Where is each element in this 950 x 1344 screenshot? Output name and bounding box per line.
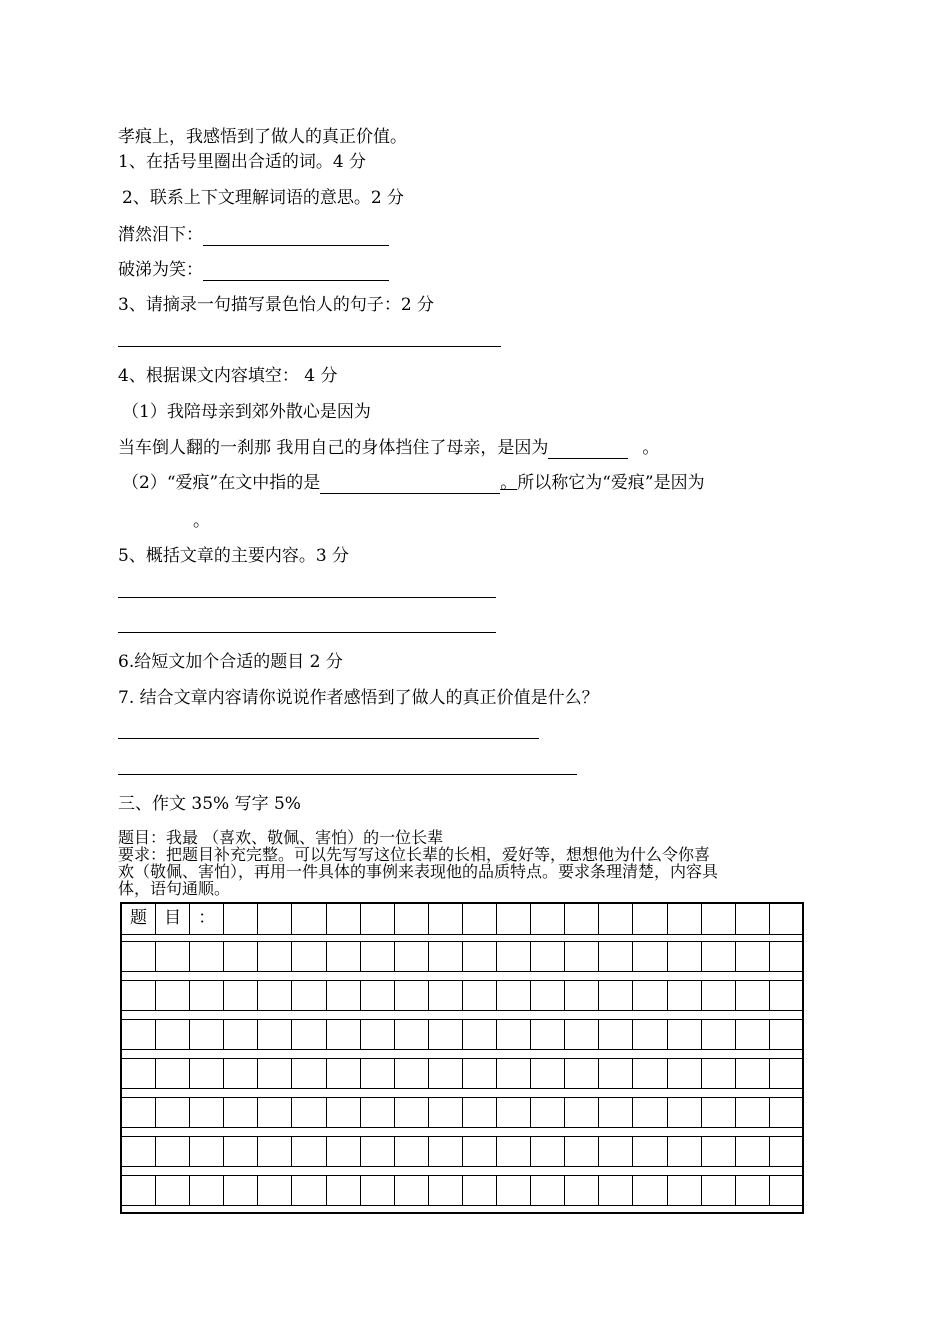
grid-cell[interactable]: [258, 942, 292, 971]
grid-cell[interactable]: [702, 1020, 736, 1049]
grid-cell[interactable]: [258, 1137, 292, 1166]
grid-row[interactable]: [122, 941, 802, 972]
grid-cell[interactable]: [156, 1098, 190, 1127]
grid-cell[interactable]: [258, 1176, 292, 1205]
grid-cell[interactable]: [327, 942, 361, 971]
grid-cell[interactable]: [395, 1137, 429, 1166]
grid-cell[interactable]: [668, 904, 702, 934]
grid-cell[interactable]: [565, 904, 599, 934]
grid-cell[interactable]: [702, 1098, 736, 1127]
grid-cell[interactable]: [736, 904, 770, 934]
q2-term-a: [118, 224, 389, 246]
grid-cell[interactable]: 题: [122, 904, 156, 934]
grid-cell[interactable]: [736, 1020, 770, 1049]
grid-cell[interactable]: [531, 981, 565, 1010]
composition-requirement-2: 欢（敬佩、害怕），再用一件具体的事例来表现他的品质特点。要求条理清楚，内容具: [118, 862, 719, 881]
grid-cell[interactable]: [668, 1059, 702, 1088]
grid-cell[interactable]: [395, 942, 429, 971]
grid-cell[interactable]: [395, 1176, 429, 1205]
grid-cell[interactable]: [190, 1098, 224, 1127]
composition-requirement-1: 要求：把题目补充完整。可以先写写这位长辈的长相，爱好等，想想他为什么令你喜: [118, 845, 711, 864]
grid-cell[interactable]: [497, 1137, 531, 1166]
grid-cell[interactable]: [361, 1098, 395, 1127]
grid-cell[interactable]: [531, 1137, 565, 1166]
grid-cell[interactable]: [395, 1020, 429, 1049]
grid-cell[interactable]: [293, 942, 327, 971]
grid-cell[interactable]: [599, 1059, 633, 1088]
grid-cell[interactable]: [634, 1020, 668, 1049]
grid-cell[interactable]: [395, 904, 429, 934]
grid-cell[interactable]: [531, 1059, 565, 1088]
grid-cell[interactable]: [190, 1059, 224, 1088]
question-2: 2、联系上下文理解词语的意思。2 分: [122, 188, 405, 208]
grid-cell[interactable]: [565, 981, 599, 1010]
grid-cell[interactable]: [634, 942, 668, 971]
grid-cell[interactable]: [770, 1176, 804, 1205]
grid-cell[interactable]: [531, 1098, 565, 1127]
grid-cell[interactable]: [531, 942, 565, 971]
grid-cell[interactable]: [565, 1020, 599, 1049]
grid-cell[interactable]: [736, 1059, 770, 1088]
grid-cell[interactable]: [463, 981, 497, 1010]
grid-cell[interactable]: [429, 942, 463, 971]
grid-cell[interactable]: [599, 1137, 633, 1166]
grid-cell[interactable]: [156, 981, 190, 1010]
grid-cell[interactable]: [156, 1059, 190, 1088]
grid-cell[interactable]: [327, 904, 361, 934]
grid-cell[interactable]: [702, 981, 736, 1010]
grid-cell[interactable]: [634, 1137, 668, 1166]
question-3: 3、请摘录一句描写景色怡人的句子：2 分: [118, 295, 435, 315]
grid-cell[interactable]: [565, 942, 599, 971]
grid-cell[interactable]: [258, 1020, 292, 1049]
grid-cell[interactable]: [258, 981, 292, 1010]
grid-cell[interactable]: [599, 942, 633, 971]
section-3-title: 三、作文 35% 写字 5%: [118, 794, 301, 814]
grid-cell[interactable]: [429, 1176, 463, 1205]
grid-cell[interactable]: [429, 1059, 463, 1088]
q4-1b-blank[interactable]: [548, 440, 628, 459]
grid-cell[interactable]: [634, 1176, 668, 1205]
grid-cell[interactable]: [156, 1020, 190, 1049]
grid-cell[interactable]: [463, 1098, 497, 1127]
grid-cell[interactable]: 目: [156, 904, 190, 934]
grid-row[interactable]: [122, 1097, 802, 1128]
grid-cell[interactable]: [224, 904, 258, 934]
grid-cell[interactable]: [429, 1098, 463, 1127]
q2-term-a-blank[interactable]: [203, 227, 389, 246]
grid-cell[interactable]: [395, 981, 429, 1010]
grid-cell[interactable]: [361, 1137, 395, 1166]
q7-answer-line-1[interactable]: [118, 738, 539, 739]
composition-topic: 题目：我最 （喜欢、敬佩、害怕）的一位长辈: [118, 828, 444, 847]
grid-cell[interactable]: [463, 1020, 497, 1049]
q5-answer-line-2[interactable]: [118, 632, 496, 633]
question-4-2: [122, 472, 705, 494]
grid-cell[interactable]: [668, 1176, 702, 1205]
grid-cell[interactable]: [395, 1098, 429, 1127]
grid-cell[interactable]: [702, 942, 736, 971]
grid-cell[interactable]: [293, 1020, 327, 1049]
grid-cell[interactable]: [258, 1059, 292, 1088]
grid-cell[interactable]: [395, 1059, 429, 1088]
question-7: 7. 结合文章内容请你说说作者感悟到了做人的真正价值是什么？: [118, 688, 599, 708]
grid-cell[interactable]: [531, 1176, 565, 1205]
question-6: 6.给短文加个合适的题目 2 分: [118, 652, 343, 672]
grid-cell[interactable]: [702, 1059, 736, 1088]
grid-cell[interactable]: [429, 981, 463, 1010]
grid-cell[interactable]: [361, 981, 395, 1010]
grid-cell[interactable]: [327, 1176, 361, 1205]
grid-cell[interactable]: [565, 1059, 599, 1088]
grid-cell[interactable]: [224, 1020, 258, 1049]
grid-cell[interactable]: [599, 1098, 633, 1127]
grid-cell[interactable]: [565, 1098, 599, 1127]
grid-cell[interactable]: [736, 1137, 770, 1166]
grid-cell[interactable]: [293, 904, 327, 934]
grid-cell[interactable]: [327, 981, 361, 1010]
grid-cell[interactable]: [497, 942, 531, 971]
grid-cell[interactable]: [361, 942, 395, 971]
grid-cell[interactable]: [770, 981, 804, 1010]
grid-cell[interactable]: [361, 1020, 395, 1049]
q4-1b-period: 。: [642, 438, 660, 458]
grid-cell[interactable]: [463, 1059, 497, 1088]
grid-cell[interactable]: [224, 942, 258, 971]
grid-cell[interactable]: [736, 981, 770, 1010]
passage-end-line: 孝痕上，我感悟到了做人的真正价值。: [118, 127, 407, 147]
q4-2-period: 。: [500, 473, 518, 493]
grid-cell[interactable]: [497, 1176, 531, 1205]
q2-term-b: [118, 259, 389, 281]
grid-cell[interactable]: [190, 1176, 224, 1205]
q3-answer-line[interactable]: [118, 346, 501, 347]
grid-cell[interactable]: [224, 1137, 258, 1166]
question-4-1: （1）我陪母亲到郊外散心是因为: [122, 402, 371, 422]
grid-cell[interactable]: [497, 904, 531, 934]
grid-cell[interactable]: [122, 1059, 156, 1088]
grid-cell[interactable]: [361, 1059, 395, 1088]
grid-cell[interactable]: [190, 942, 224, 971]
grid-cell[interactable]: [156, 1176, 190, 1205]
grid-cell[interactable]: [531, 904, 565, 934]
grid-row[interactable]: [122, 1175, 802, 1206]
grid-cell[interactable]: [258, 904, 292, 934]
grid-cell[interactable]: [599, 981, 633, 1010]
grid-cell[interactable]: [361, 904, 395, 934]
q2-term-b-label: 破涕为笑：: [118, 260, 203, 280]
grid-cell[interactable]: [565, 1137, 599, 1166]
grid-cell[interactable]: [293, 1059, 327, 1088]
grid-row[interactable]: [122, 1136, 802, 1167]
grid-cell[interactable]: [634, 1098, 668, 1127]
grid-cell[interactable]: [599, 1176, 633, 1205]
composition-grid[interactable]: [120, 902, 804, 1214]
question-5: 5、概括文章的主要内容。3 分: [118, 546, 350, 566]
grid-row[interactable]: [122, 1058, 802, 1089]
grid-cell[interactable]: [156, 1137, 190, 1166]
grid-cell[interactable]: [122, 1020, 156, 1049]
grid-cell[interactable]: [122, 1176, 156, 1205]
grid-cell[interactable]: [293, 1137, 327, 1166]
grid-cell[interactable]: [770, 1059, 804, 1088]
grid-row[interactable]: [122, 904, 802, 935]
grid-cell[interactable]: [190, 1020, 224, 1049]
grid-cell[interactable]: [565, 1176, 599, 1205]
grid-cell[interactable]: [224, 1098, 258, 1127]
grid-cell[interactable]: [122, 1098, 156, 1127]
grid-row[interactable]: [122, 1019, 802, 1050]
grid-cell[interactable]: [770, 904, 804, 934]
grid-cell[interactable]: [668, 1020, 702, 1049]
grid-cell[interactable]: [702, 1137, 736, 1166]
grid-cell[interactable]: [327, 1059, 361, 1088]
grid-cell[interactable]: [327, 1137, 361, 1166]
grid-cell[interactable]: [599, 1020, 633, 1049]
grid-cell[interactable]: [497, 1059, 531, 1088]
q4-2-blank[interactable]: [320, 475, 500, 494]
grid-cell[interactable]: [224, 981, 258, 1010]
grid-cell[interactable]: [463, 942, 497, 971]
grid-cell[interactable]: [327, 1098, 361, 1127]
grid-cell[interactable]: [190, 981, 224, 1010]
grid-cell[interactable]: [497, 981, 531, 1010]
question-1: 1、在括号里圈出合适的词。4 分: [118, 152, 367, 172]
grid-cell[interactable]: [702, 1176, 736, 1205]
question-4: 4、根据课文内容填空： 4 分: [118, 366, 338, 386]
grid-cell[interactable]: [770, 1137, 804, 1166]
grid-cell[interactable]: [463, 1137, 497, 1166]
grid-cell[interactable]: [634, 981, 668, 1010]
grid-cell[interactable]: [429, 1020, 463, 1049]
grid-cell[interactable]: [770, 1098, 804, 1127]
q4-2-text-b: 所以称它为“爱痕”是因为: [517, 473, 705, 493]
grid-cell[interactable]: [122, 981, 156, 1010]
question-4-1b: [118, 437, 659, 459]
grid-cell[interactable]: ：: [190, 904, 224, 934]
grid-cell[interactable]: [497, 1098, 531, 1127]
grid-cell[interactable]: [634, 904, 668, 934]
grid-cell[interactable]: [258, 1098, 292, 1127]
q2-term-b-blank[interactable]: [203, 262, 389, 281]
q5-answer-line-1[interactable]: [118, 597, 496, 598]
grid-cell[interactable]: [327, 1020, 361, 1049]
composition-requirement-3: 体，语句通顺。: [118, 879, 231, 898]
grid-cell[interactable]: [293, 1176, 327, 1205]
grid-cell[interactable]: [463, 1176, 497, 1205]
q2-term-a-label: 潸然泪下：: [118, 225, 203, 245]
grid-cell[interactable]: [293, 981, 327, 1010]
grid-cell[interactable]: [736, 1098, 770, 1127]
grid-cell[interactable]: [668, 1137, 702, 1166]
grid-cell[interactable]: [497, 1020, 531, 1049]
grid-cell[interactable]: [668, 942, 702, 971]
q4-2-end-period: 。: [193, 511, 210, 531]
q4-1b-text: 当车倒人翻的一刹那 我用自己的身体挡住了母亲，是因为: [118, 438, 549, 458]
grid-cell[interactable]: [224, 1176, 258, 1205]
grid-row[interactable]: [122, 980, 802, 1011]
grid-cell[interactable]: [156, 942, 190, 971]
grid-cell[interactable]: [224, 1059, 258, 1088]
grid-cell[interactable]: [634, 1059, 668, 1088]
q4-2-text: （2）“爱痕”在文中指的是: [122, 473, 321, 493]
grid-cell[interactable]: [736, 942, 770, 971]
grid-cell[interactable]: [668, 981, 702, 1010]
grid-cell[interactable]: [463, 904, 497, 934]
grid-cell[interactable]: [190, 1137, 224, 1166]
grid-cell[interactable]: [736, 1176, 770, 1205]
grid-cell[interactable]: [702, 904, 736, 934]
grid-cell[interactable]: [122, 1137, 156, 1166]
grid-cell[interactable]: [531, 1020, 565, 1049]
grid-cell[interactable]: [429, 904, 463, 934]
grid-cell[interactable]: [122, 942, 156, 971]
grid-cell[interactable]: [429, 1137, 463, 1166]
grid-cell[interactable]: [770, 1020, 804, 1049]
grid-cell[interactable]: [361, 1176, 395, 1205]
grid-cell[interactable]: [293, 1098, 327, 1127]
grid-cell[interactable]: [599, 904, 633, 934]
grid-cell[interactable]: [668, 1098, 702, 1127]
q7-answer-line-2[interactable]: [118, 774, 577, 775]
grid-cell[interactable]: [770, 942, 804, 971]
